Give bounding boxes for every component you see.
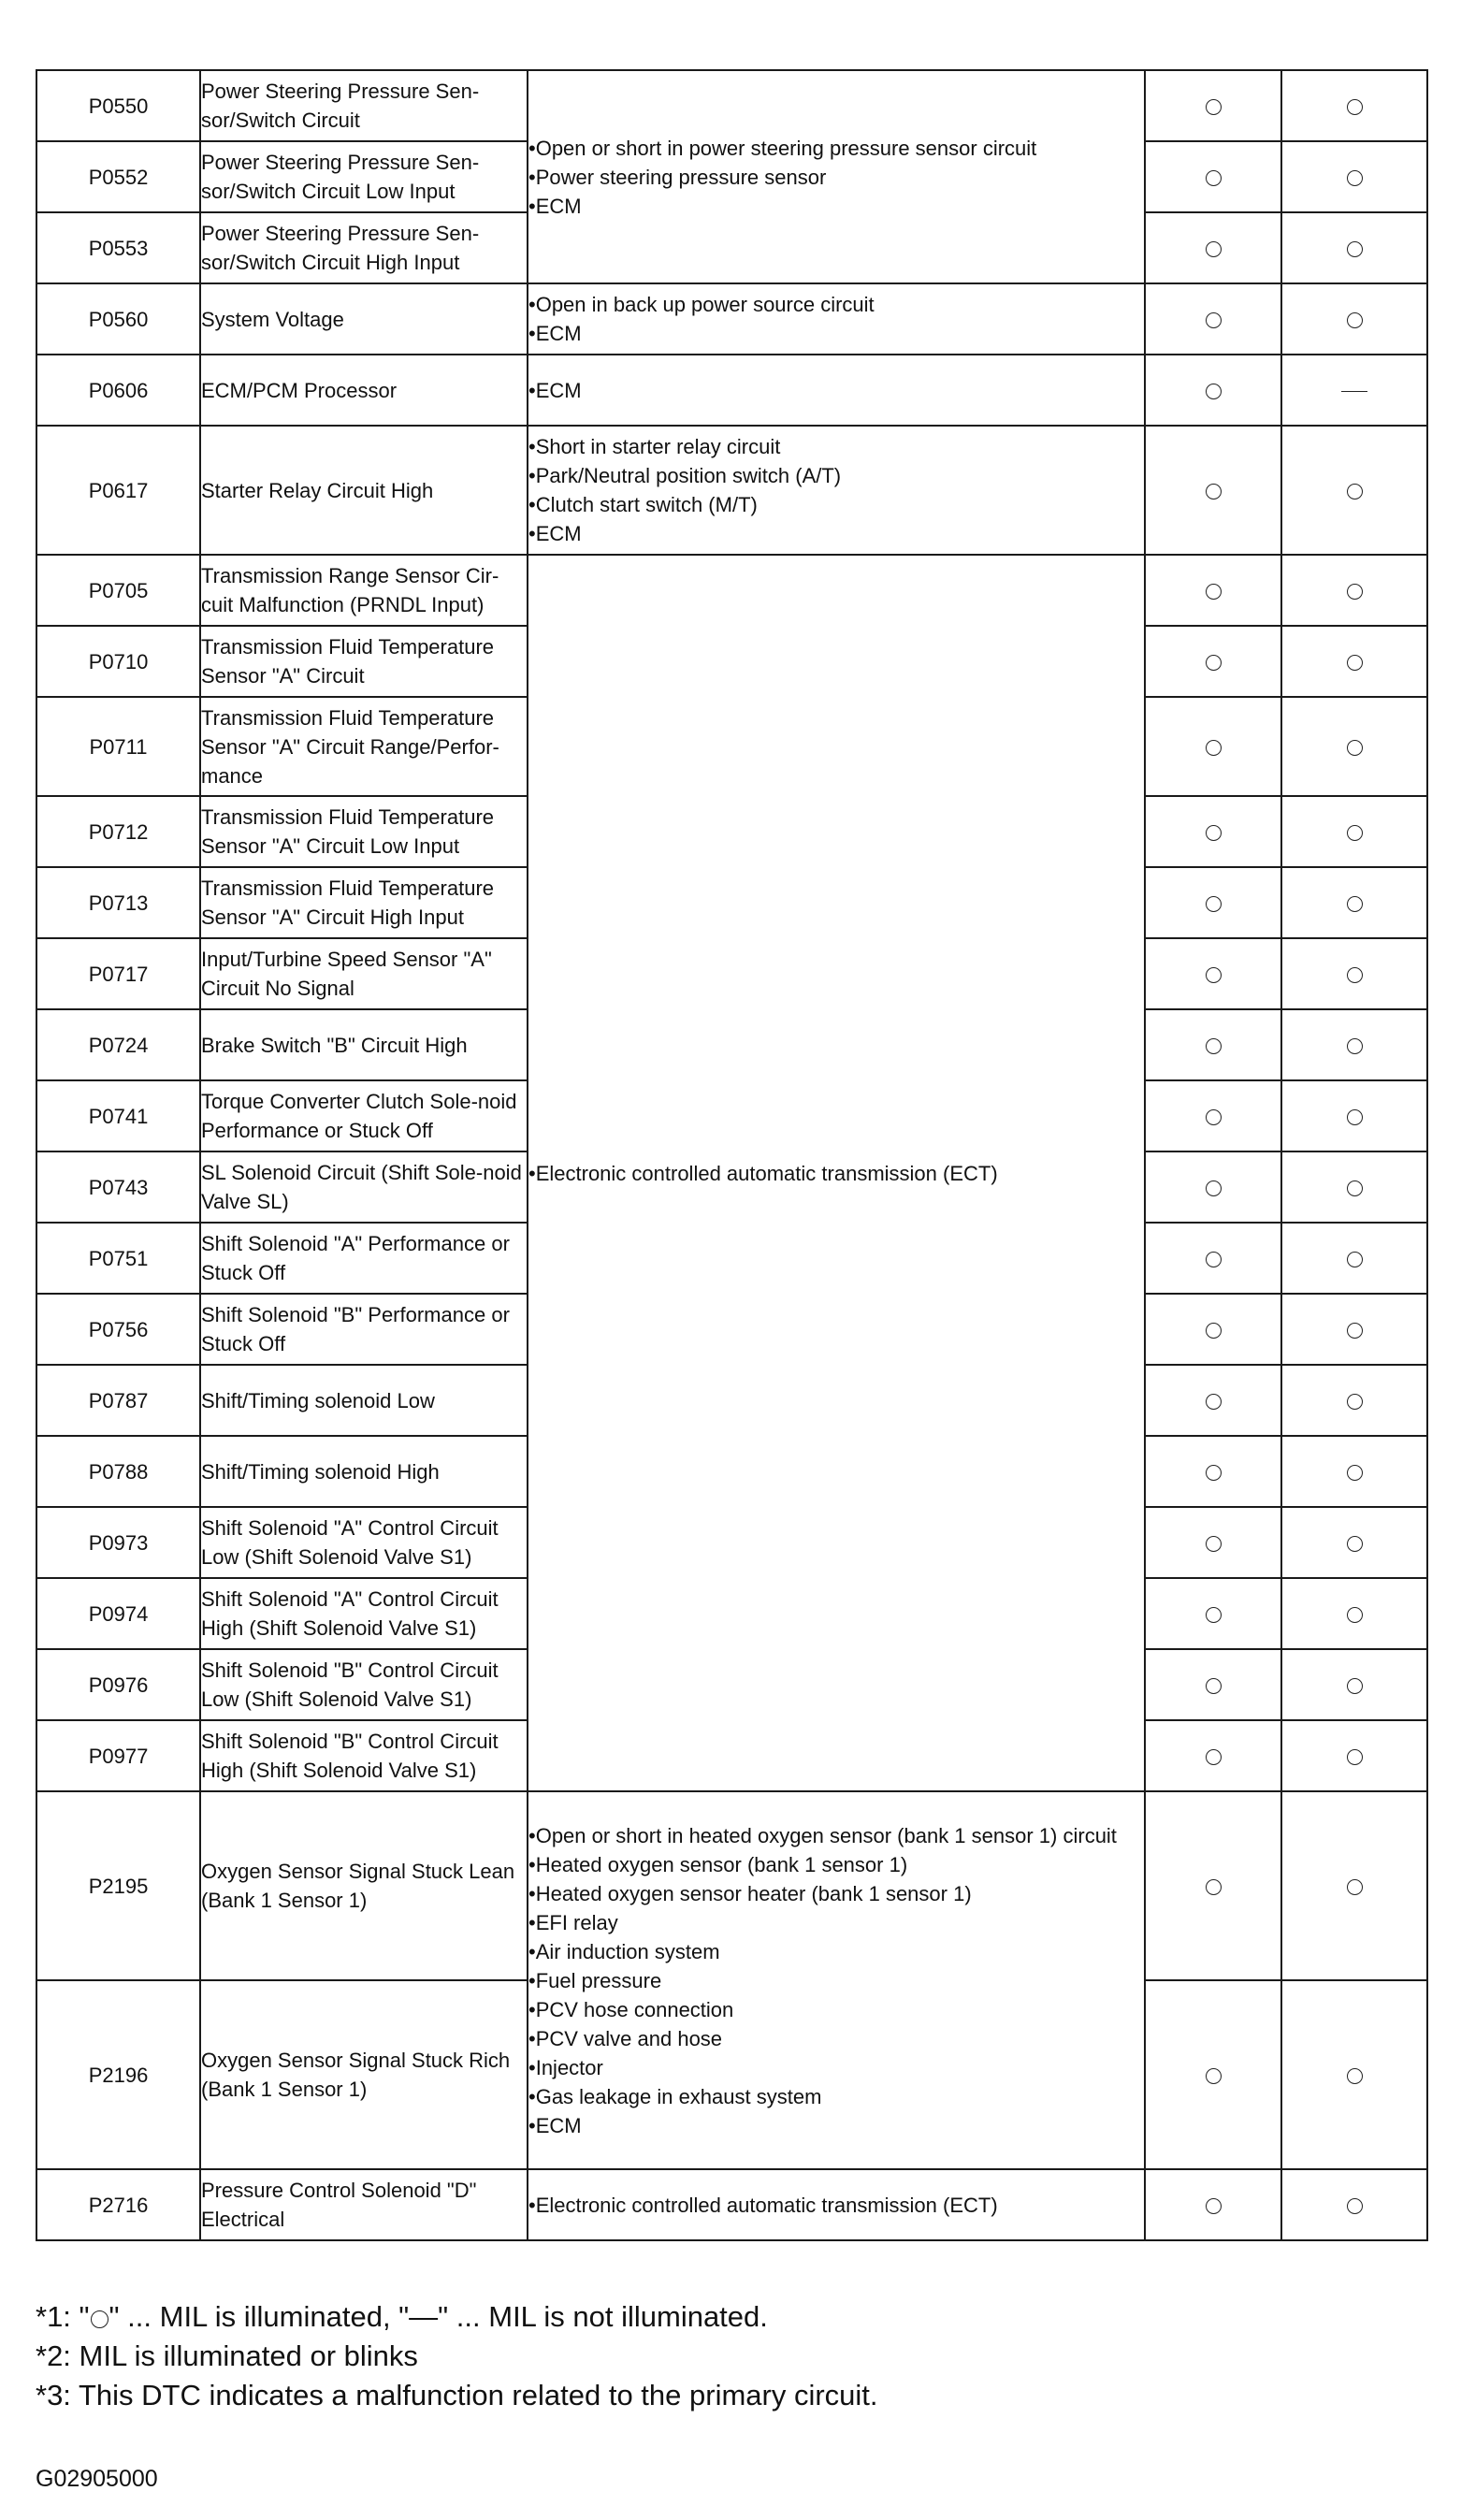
dtc-detection-item: Shift Solenoid "B" Control Circuit Low (Shift Solenoid Valve S1) xyxy=(200,1649,528,1720)
table-row xyxy=(36,70,1427,141)
dtc-detection-item: Transmission Range Sensor Cir-cuit Malfunction (PRNDL Input) xyxy=(200,555,528,626)
trouble-area-cell xyxy=(528,355,1145,426)
mil-column-2-cell xyxy=(1281,1791,1427,1980)
trouble-area-item xyxy=(528,2111,1144,2140)
trouble-area-item xyxy=(528,2053,1144,2082)
dtc-detection-item: SL Solenoid Circuit (Shift Sole-noid Valve SL) xyxy=(200,1151,528,1223)
circle-mark-icon xyxy=(1206,655,1222,671)
mil-column-2-cell xyxy=(1281,867,1427,938)
mil-column-1-cell xyxy=(1145,1720,1281,1791)
bullet: • xyxy=(528,493,536,516)
mil-column-1-cell xyxy=(1145,1578,1281,1649)
trouble-area-text: Open or short in heated oxygen sensor (bank 1 sensor 1) circuit xyxy=(535,1823,1117,1847)
mil-column-1-cell xyxy=(1145,212,1281,283)
circle-mark-icon xyxy=(1347,1109,1363,1125)
dtc-detection-item: Oxygen Sensor Signal Stuck Lean (Bank 1 Sensor 1) xyxy=(200,1791,528,1980)
circle-mark-icon xyxy=(1347,1465,1363,1481)
dtc-code: P0617 xyxy=(36,426,200,555)
dtc-detection-item: Shift Solenoid "B" Performance or Stuck Off xyxy=(200,1294,528,1365)
table-row xyxy=(36,2169,1427,2240)
bullet: • xyxy=(528,1968,536,1992)
trouble-area-text: Electronic controlled automatic transmission (ECT) xyxy=(535,1161,998,1185)
footnote-1-pre: *1: " xyxy=(36,2300,90,2333)
dtc-code: P0974 xyxy=(36,1578,200,1649)
dtc-code: P0705 xyxy=(36,555,200,626)
mil-column-1-cell xyxy=(1145,283,1281,355)
mil-column-2-cell xyxy=(1281,555,1427,626)
dtc-detection-item: Transmission Fluid Temperature Sensor "A" Circuit xyxy=(200,626,528,697)
trouble-area-item xyxy=(528,519,1144,548)
dtc-code: P2716 xyxy=(36,2169,200,2240)
dtc-code: P0717 xyxy=(36,938,200,1009)
circle-mark-icon xyxy=(1206,1536,1222,1552)
dtc-code: P0606 xyxy=(36,355,200,426)
bullet: • xyxy=(528,1939,536,1963)
trouble-area-item xyxy=(528,490,1144,519)
circle-mark-icon xyxy=(1206,1749,1222,1765)
mil-column-1-cell xyxy=(1145,426,1281,555)
footnote-2: *2: MIL is illuminated or blinks xyxy=(36,2339,418,2372)
trouble-area-text: ECM xyxy=(535,322,582,345)
bullet: • xyxy=(528,136,536,160)
mil-column-1-cell xyxy=(1145,1223,1281,1294)
mil-column-2-cell xyxy=(1281,1649,1427,1720)
mil-column-1-cell xyxy=(1145,70,1281,141)
mil-column-2-cell xyxy=(1281,212,1427,283)
bullet: • xyxy=(528,435,536,458)
mil-column-1-cell xyxy=(1145,1649,1281,1720)
bullet: • xyxy=(528,1881,536,1905)
trouble-area-item xyxy=(528,432,1144,461)
bullet: • xyxy=(528,2055,536,2079)
mil-column-1-cell xyxy=(1145,1151,1281,1223)
mil-column-2-cell xyxy=(1281,1578,1427,1649)
dtc-code: P0560 xyxy=(36,283,200,355)
trouble-area-item xyxy=(528,1879,1144,1908)
circle-mark-icon xyxy=(1347,1323,1363,1339)
dtc-detection-item: Torque Converter Clutch Sole-noid Performance or Stuck Off xyxy=(200,1080,528,1151)
trouble-area-cell xyxy=(528,283,1145,355)
dtc-code: P0788 xyxy=(36,1436,200,1507)
dtc-detection-item: Shift Solenoid "A" Control Circuit Low (Shift Solenoid Valve S1) xyxy=(200,1507,528,1578)
bullet: • xyxy=(528,522,536,545)
mil-column-2-cell xyxy=(1281,355,1427,426)
mil-column-1-cell xyxy=(1145,355,1281,426)
circle-mark-icon xyxy=(1206,896,1222,912)
dtc-detection-item: Power Steering Pressure Sen-sor/Switch Circuit xyxy=(200,70,528,141)
mil-column-2-cell xyxy=(1281,1365,1427,1436)
dtc-table xyxy=(36,69,1428,2241)
dtc-detection-item: System Voltage xyxy=(200,283,528,355)
circle-mark-icon xyxy=(1206,584,1222,600)
trouble-area-item xyxy=(528,163,1144,192)
dtc-detection-item: Starter Relay Circuit High xyxy=(200,426,528,555)
circle-mark-icon xyxy=(1347,1038,1363,1054)
footnote-1-post: " ... MIL is illuminated, "—" ... MIL is not illuminated. xyxy=(108,2300,768,2333)
trouble-area-text: PCV valve and hose xyxy=(535,2026,723,2050)
dtc-code: P0976 xyxy=(36,1649,200,1720)
dtc-detection-item: Shift/Timing solenoid High xyxy=(200,1436,528,1507)
circle-mark-icon xyxy=(1206,825,1222,841)
bullet: • xyxy=(528,2084,536,2108)
circle-mark-icon xyxy=(1347,99,1363,115)
circle-mark-icon xyxy=(1347,484,1363,500)
circle-mark-icon xyxy=(1206,484,1222,500)
trouble-area-item xyxy=(528,1966,1144,1995)
footnote-1 xyxy=(36,2297,878,2337)
table-row xyxy=(36,355,1427,426)
dtc-code: P0977 xyxy=(36,1720,200,1791)
bullet: • xyxy=(528,1852,536,1876)
dtc-detection-item: Power Steering Pressure Sen-sor/Switch Circuit Low Input xyxy=(200,141,528,212)
table-row xyxy=(36,555,1427,626)
mil-column-2-cell xyxy=(1281,1151,1427,1223)
mil-column-2-cell xyxy=(1281,1720,1427,1791)
dtc-code: P0787 xyxy=(36,1365,200,1436)
circle-mark-icon xyxy=(1347,967,1363,983)
circle-mark-icon xyxy=(1206,1678,1222,1694)
trouble-area-text: Short in starter relay circuit xyxy=(535,435,781,458)
mil-column-1-cell xyxy=(1145,1365,1281,1436)
mil-column-1-cell xyxy=(1145,141,1281,212)
trouble-area-text: Heated oxygen sensor (bank 1 sensor 1) xyxy=(535,1852,908,1876)
circle-mark-icon xyxy=(1206,740,1222,756)
mil-column-1-cell xyxy=(1145,2169,1281,2240)
trouble-area-item xyxy=(528,1850,1144,1879)
mil-column-1-cell xyxy=(1145,1436,1281,1507)
dtc-detection-item: Oxygen Sensor Signal Stuck Rich (Bank 1 Sensor 1) xyxy=(200,1980,528,2169)
table-row xyxy=(36,1791,1427,1980)
dtc-code: P0710 xyxy=(36,626,200,697)
circle-mark-icon xyxy=(1347,825,1363,841)
bullet: • xyxy=(528,2026,536,2050)
dtc-code: P0743 xyxy=(36,1151,200,1223)
dtc-detection-item: Input/Turbine Speed Sensor "A" Circuit No Signal xyxy=(200,938,528,1009)
trouble-area-cell xyxy=(528,2169,1145,2240)
circle-mark-icon xyxy=(1347,1678,1363,1694)
circle-mark-icon xyxy=(1206,1252,1222,1267)
circle-mark-icon xyxy=(91,2310,108,2328)
dtc-code: P0713 xyxy=(36,867,200,938)
circle-mark-icon xyxy=(1347,1879,1363,1895)
dtc-code: P2196 xyxy=(36,1980,200,2169)
dtc-code: P0741 xyxy=(36,1080,200,1151)
mil-column-2-cell xyxy=(1281,1294,1427,1365)
mil-column-1-cell xyxy=(1145,938,1281,1009)
circle-mark-icon xyxy=(1347,896,1363,912)
circle-mark-icon xyxy=(1206,312,1222,328)
mil-column-2-cell xyxy=(1281,1980,1427,2169)
trouble-area-cell xyxy=(528,555,1145,1791)
trouble-area-text: Clutch start switch (M/T) xyxy=(535,493,758,516)
dtc-detection-item: Transmission Fluid Temperature Sensor "A" Circuit High Input xyxy=(200,867,528,938)
trouble-area-cell xyxy=(528,70,1145,283)
circle-mark-icon xyxy=(1347,1252,1363,1267)
circle-mark-icon xyxy=(1347,1180,1363,1196)
trouble-area-item xyxy=(528,2024,1144,2053)
dtc-detection-item: Pressure Control Solenoid "D" Electrical xyxy=(200,2169,528,2240)
mil-column-1-cell xyxy=(1145,1791,1281,1980)
bullet: • xyxy=(528,2193,536,2217)
dtc-code: P0552 xyxy=(36,141,200,212)
dtc-code: P0711 xyxy=(36,697,200,796)
trouble-area-item xyxy=(528,2082,1144,2111)
circle-mark-icon xyxy=(1206,1607,1222,1623)
circle-mark-icon xyxy=(1206,170,1222,186)
mil-column-2-cell xyxy=(1281,626,1427,697)
mil-column-2-cell xyxy=(1281,1009,1427,1080)
dtc-detection-item: Shift/Timing solenoid Low xyxy=(200,1365,528,1436)
circle-mark-icon xyxy=(1347,740,1363,756)
circle-mark-icon xyxy=(1347,1536,1363,1552)
mil-column-2-cell xyxy=(1281,1080,1427,1151)
dtc-code: P2195 xyxy=(36,1791,200,1980)
circle-mark-icon xyxy=(1347,655,1363,671)
mil-column-1-cell xyxy=(1145,867,1281,938)
mil-column-1-cell xyxy=(1145,1507,1281,1578)
circle-mark-icon xyxy=(1206,1394,1222,1410)
trouble-area-item xyxy=(528,1821,1144,1850)
mil-column-2-cell xyxy=(1281,938,1427,1009)
trouble-area-text: PCV hose connection xyxy=(535,1997,734,2021)
dtc-detection-item: Shift Solenoid "B" Control Circuit High (Shift Solenoid Valve S1) xyxy=(200,1720,528,1791)
circle-mark-icon xyxy=(1206,2068,1222,2084)
trouble-area-text: Open in back up power source circuit xyxy=(535,293,875,316)
trouble-area-item xyxy=(528,290,1144,319)
trouble-area-text: Fuel pressure xyxy=(535,1968,662,1992)
circle-mark-icon xyxy=(1206,384,1222,399)
circle-mark-icon xyxy=(1206,99,1222,115)
mil-column-1-cell xyxy=(1145,1294,1281,1365)
trouble-area-text: Injector xyxy=(535,2055,603,2079)
mil-column-1-cell xyxy=(1145,697,1281,796)
trouble-area-text: EFI relay xyxy=(535,1910,618,1934)
mil-column-1-cell xyxy=(1145,1980,1281,2169)
trouble-area-text: ECM xyxy=(535,2113,582,2137)
mil-column-2-cell xyxy=(1281,1436,1427,1507)
trouble-area-text: Open or short in power steering pressure sensor circuit xyxy=(535,136,1037,160)
dtc-detection-item: Brake Switch "B" Circuit High xyxy=(200,1009,528,1080)
circle-mark-icon xyxy=(1347,2198,1363,2214)
trouble-area-text: Heated oxygen sensor heater (bank 1 sensor 1) xyxy=(535,1881,972,1905)
circle-mark-icon xyxy=(1206,241,1222,257)
mil-column-2-cell xyxy=(1281,1223,1427,1294)
circle-mark-icon xyxy=(1347,170,1363,186)
circle-mark-icon xyxy=(1206,967,1222,983)
circle-mark-icon xyxy=(1206,1180,1222,1196)
dash-mark-icon xyxy=(1341,391,1367,392)
mil-column-2-cell xyxy=(1281,2169,1427,2240)
trouble-area-item xyxy=(528,1159,1144,1188)
bullet: • xyxy=(528,1910,536,1934)
mil-column-2-cell xyxy=(1281,796,1427,867)
bullet: • xyxy=(528,1161,536,1185)
trouble-area-cell xyxy=(528,426,1145,555)
mil-column-1-cell xyxy=(1145,796,1281,867)
dtc-code: P0712 xyxy=(36,796,200,867)
trouble-area-text: Power steering pressure sensor xyxy=(535,165,827,189)
mil-column-1-cell xyxy=(1145,1009,1281,1080)
table-row xyxy=(36,283,1427,355)
bullet: • xyxy=(528,378,536,402)
dtc-code: P0553 xyxy=(36,212,200,283)
footnotes xyxy=(36,2297,878,2415)
mil-column-2-cell xyxy=(1281,141,1427,212)
trouble-area-item xyxy=(528,376,1144,405)
circle-mark-icon xyxy=(1347,584,1363,600)
trouble-area-text: ECM xyxy=(535,522,582,545)
trouble-area-item xyxy=(528,192,1144,221)
trouble-area-text: Electronic controlled automatic transmission (ECT) xyxy=(535,2193,998,2217)
dtc-detection-item: Shift Solenoid "A" Performance or Stuck Off xyxy=(200,1223,528,1294)
circle-mark-icon xyxy=(1206,1323,1222,1339)
trouble-area-item xyxy=(528,1908,1144,1937)
circle-mark-icon xyxy=(1347,241,1363,257)
mil-column-2-cell xyxy=(1281,70,1427,141)
bullet: • xyxy=(528,1997,536,2021)
mil-column-2-cell xyxy=(1281,1507,1427,1578)
dtc-detection-item: ECM/PCM Processor xyxy=(200,355,528,426)
mil-column-2-cell xyxy=(1281,697,1427,796)
dtc-detection-item: Transmission Fluid Temperature Sensor "A" Circuit Range/Perfor-mance xyxy=(200,697,528,796)
dtc-code: P0550 xyxy=(36,70,200,141)
bullet: • xyxy=(528,1823,536,1847)
trouble-area-item xyxy=(528,134,1144,163)
trouble-area-item xyxy=(528,2191,1144,2220)
trouble-area-item xyxy=(528,1937,1144,1966)
bullet: • xyxy=(528,2113,536,2137)
circle-mark-icon xyxy=(1206,2198,1222,2214)
circle-mark-icon xyxy=(1206,1038,1222,1054)
circle-mark-icon xyxy=(1347,1607,1363,1623)
trouble-area-text: Air induction system xyxy=(535,1939,720,1963)
dtc-code: P0751 xyxy=(36,1223,200,1294)
circle-mark-icon xyxy=(1206,1109,1222,1125)
trouble-area-item xyxy=(528,319,1144,348)
dtc-detection-item: Power Steering Pressure Sen-sor/Switch Circuit High Input xyxy=(200,212,528,283)
trouble-area-item xyxy=(528,461,1144,490)
mil-column-1-cell xyxy=(1145,626,1281,697)
trouble-area-cell xyxy=(528,1791,1145,2169)
circle-mark-icon xyxy=(1206,1879,1222,1895)
table-row xyxy=(36,426,1427,555)
dtc-code: P0724 xyxy=(36,1009,200,1080)
trouble-area-text: ECM xyxy=(535,194,582,218)
circle-mark-icon xyxy=(1347,1394,1363,1410)
dtc-detection-item: Shift Solenoid "A" Control Circuit High (Shift Solenoid Valve S1) xyxy=(200,1578,528,1649)
dtc-code: P0973 xyxy=(36,1507,200,1578)
trouble-area-text: Park/Neutral position switch (A/T) xyxy=(535,464,842,487)
circle-mark-icon xyxy=(1347,1749,1363,1765)
bullet: • xyxy=(528,194,536,218)
circle-mark-icon xyxy=(1347,2068,1363,2084)
bullet: • xyxy=(528,464,536,487)
dtc-code: P0756 xyxy=(36,1294,200,1365)
trouble-area-text: Gas leakage in exhaust system xyxy=(535,2084,822,2108)
bullet: • xyxy=(528,165,536,189)
trouble-area-text: ECM xyxy=(535,378,582,402)
mil-column-1-cell xyxy=(1145,1080,1281,1151)
dtc-detection-item: Transmission Fluid Temperature Sensor "A" Circuit Low Input xyxy=(200,796,528,867)
bullet: • xyxy=(528,322,536,345)
circle-mark-icon xyxy=(1206,1465,1222,1481)
circle-mark-icon xyxy=(1347,312,1363,328)
mil-column-1-cell xyxy=(1145,555,1281,626)
mil-column-2-cell xyxy=(1281,283,1427,355)
bullet: • xyxy=(528,293,536,316)
trouble-area-item xyxy=(528,1995,1144,2024)
footnote-3: *3: This DTC indicates a malfunction related to the primary circuit. xyxy=(36,2379,878,2411)
mil-column-2-cell xyxy=(1281,426,1427,555)
figure-id: G02905000 xyxy=(36,2466,158,2492)
